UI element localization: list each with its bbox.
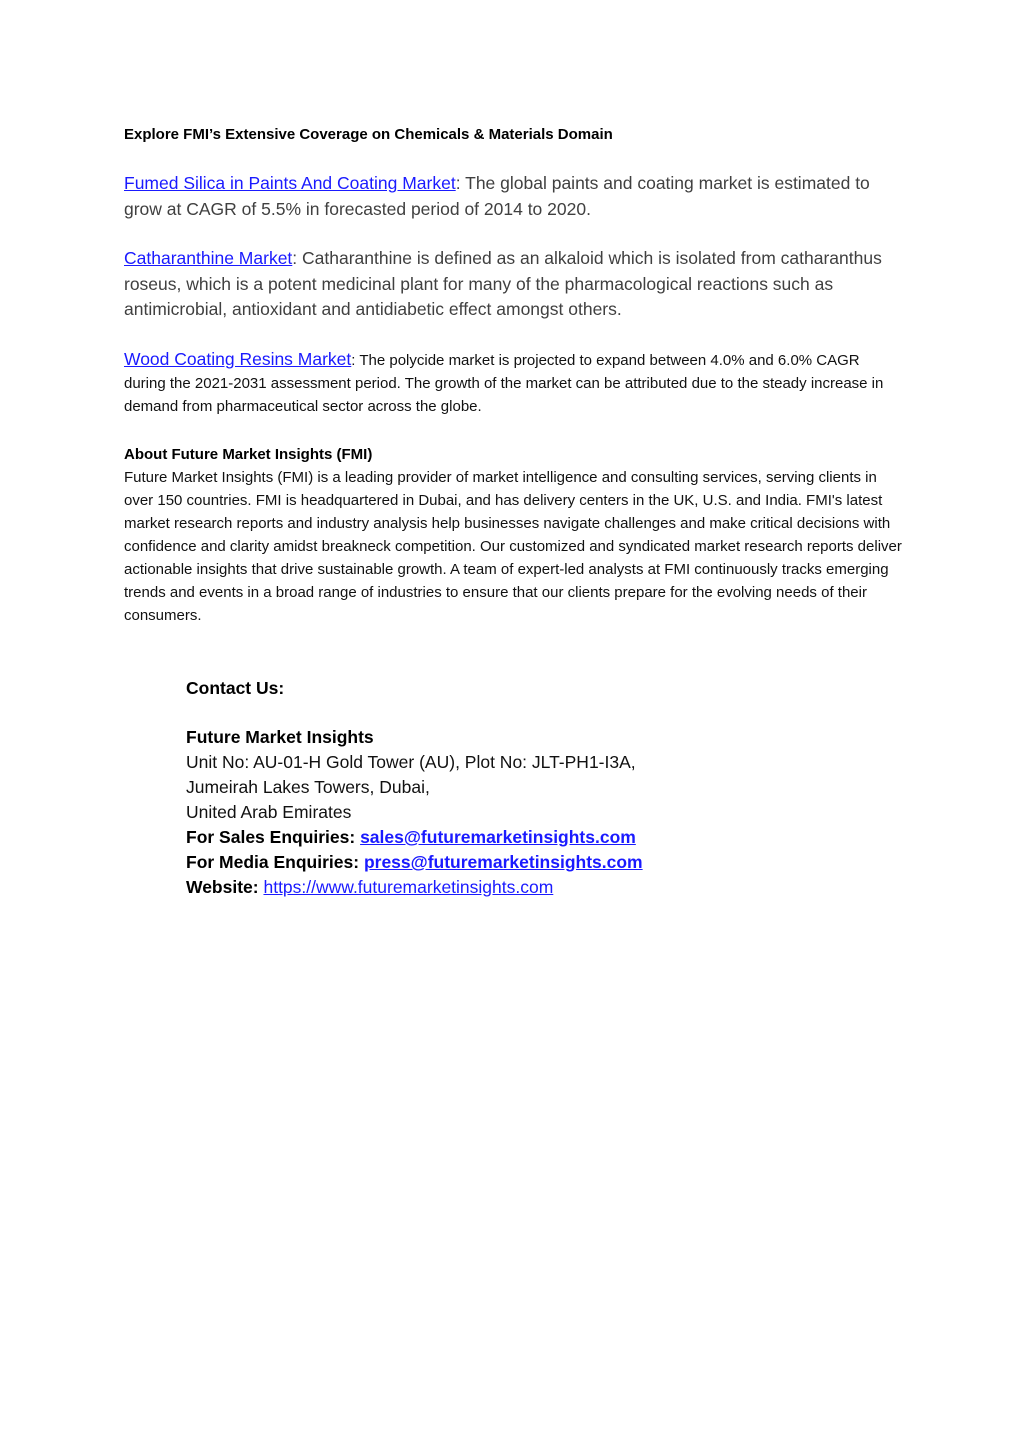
market-entry xyxy=(124,171,904,222)
website-label: Website: xyxy=(186,877,264,897)
website-link[interactable]: https://www.futuremarketinsights.com xyxy=(263,877,554,897)
sales-label: For Sales Enquiries: xyxy=(186,827,361,847)
market-link[interactable]: Fumed Silica in Paints And Coating Market xyxy=(124,173,456,193)
entry-colon: : xyxy=(292,248,298,268)
contact-heading: Contact Us: xyxy=(186,678,285,698)
contact-section xyxy=(186,676,886,900)
market-description: Catharanthine is defined as an alkaloid which is isolated from catharanthus roseus, which is a potent medicinal plant for many of the pharmacological reactions such as antimicrobial, antioxidant and antidiabetic effect amongst others. xyxy=(124,248,882,319)
about-section xyxy=(124,443,904,627)
contact-spacer xyxy=(186,701,886,725)
media-label: For Media Enquiries: xyxy=(186,852,364,872)
website-row xyxy=(186,875,886,900)
company-name: Future Market Insights xyxy=(186,727,374,747)
sales-enquiries xyxy=(186,825,886,850)
market-link[interactable]: Wood Coating Resins Market xyxy=(124,349,352,369)
market-entry xyxy=(124,246,904,323)
about-title: About Future Market Insights (FMI) xyxy=(124,446,373,463)
address-line: Jumeirah Lakes Towers, Dubai, xyxy=(186,777,430,797)
entry-colon: : xyxy=(455,173,461,193)
market-link[interactable]: Catharanthine Market xyxy=(124,248,293,268)
market-description: The global paints and coating market is estimated to grow at CAGR of 5.5% in forecasted period of 2014 to 2020. xyxy=(124,173,870,219)
sales-email-link[interactable]: sales@futuremarketinsights.com xyxy=(360,827,636,847)
about-body: Future Market Insights (FMI) is a leading provider of market intelligence and consulting services, serving clients in over 150 countries. FMI is headquartered in Dubai, and has delivery centers in the UK, U.S. and India. FMI's latest market research reports and industry analysis help businesses navigate challenges and make critical decisions with confidence and clarity amidst breakneck competition. Our customized and syndicated market research reports deliver actionable insights that drive sustainable growth. A team of expert-led analysts at FMI continuously tracks emerging trends and events in a broad range of industries to ensure that our clients prepare for the evolving needs of their consumers. xyxy=(124,469,902,624)
media-enquiries xyxy=(186,850,886,875)
address-line: United Arab Emirates xyxy=(186,802,352,822)
market-entry xyxy=(124,348,904,418)
media-email-link[interactable]: press@futuremarketinsights.com xyxy=(363,852,643,872)
section-heading: Explore FMI’s Extensive Coverage on Chemicals & Materials Domain xyxy=(124,126,613,143)
address-line: Unit No: AU-01-H Gold Tower (AU), Plot No: JLT-PH1-I3A, xyxy=(186,752,636,772)
market-description: The polycide market is projected to expand between 4.0% and 6.0% CAGR during the 2021-2031 assessment period. The growth of the market can be attributed due to the steady increase in demand from pharmaceutical sector across the globe. xyxy=(124,352,884,415)
entry-colon: : xyxy=(351,352,356,369)
